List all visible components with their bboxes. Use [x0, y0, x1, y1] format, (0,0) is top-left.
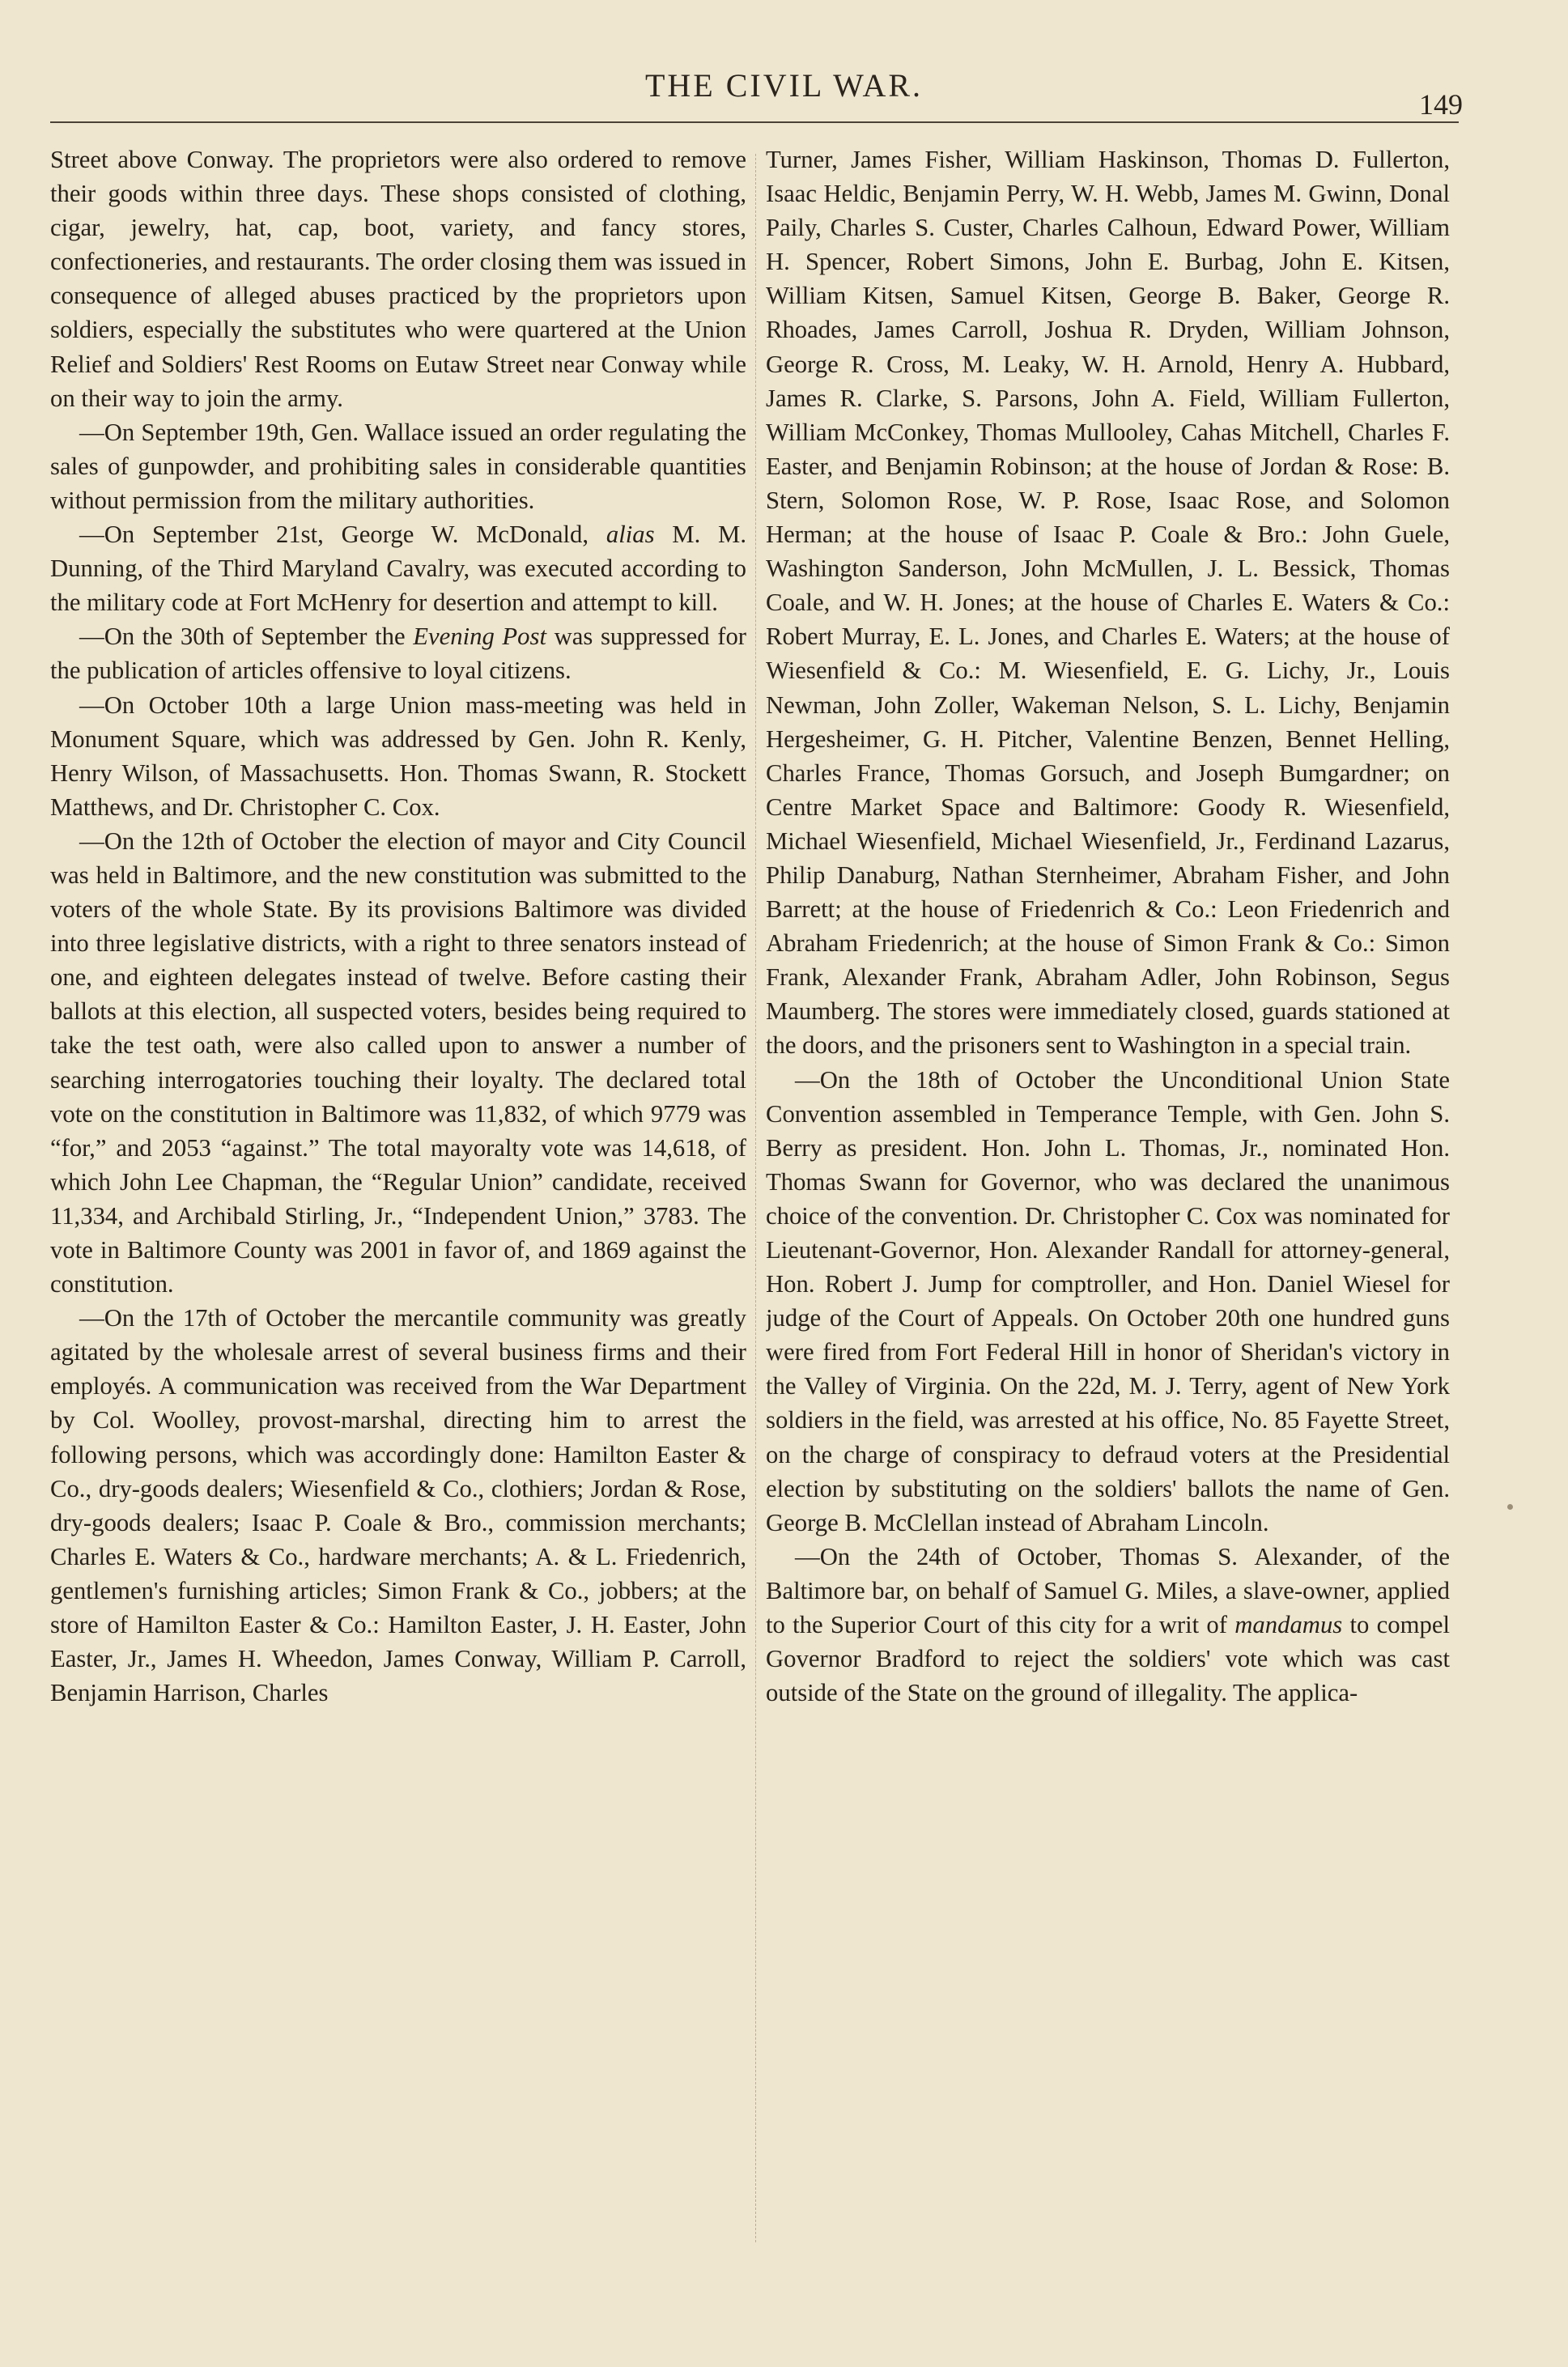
paragraph-mandamus: [766, 1540, 1450, 1710]
paragraph-execution: [50, 517, 746, 619]
paragraph-evening-post: [50, 619, 746, 687]
text-run: —On September 21st, George W. McDonald,: [79, 521, 606, 549]
text-run: —On the 24th of October, Thomas S. Alexander, of the Baltimore bar, on behalf of Samuel G. Miles, a slave-owner, applied to the Superior Court of this city for a writ of: [766, 1542, 1450, 1639]
paragraph-arrests: —On the 17th of October the mercantile community was greatly agitated by the wholesale arrest of several business firms and their employés. A communication was received from the War Department by Col. Woolley, provost-marshal, directing him to arrest the following persons, which was accordingly done: Hamilton Easter & Co., dry-goods dealers; Wiesenfield & Co., clothiers; Jordan & Rose, dry-goods dealers; Isaac P. Coale & Bro., commission merchants; Charles E. Waters & Co., hardware merchants; A. & L. Friedenrich, gentlemen's furnishing articles; Simon Frank & Co., jobbers; at the store of Hamilton Easter & Co.: Hamilton Easter, J. H. Easter, John Easter, Jr., James H. Wheedon, James Conway, William P. Carroll, Benjamin Harrison, Charles: [50, 1304, 746, 1707]
page-number: 149: [1419, 88, 1463, 121]
text-run: to compel Governor Bradford to reject the soldiers' vote which was cast outside of the State on the ground of illegality. The applica-: [766, 1611, 1450, 1707]
running-title: THE CIVIL WAR.: [644, 67, 924, 104]
text-run: M. M. Dunning, of the Third Maryland Cavalry, was executed according to the military code at Fort McHenry for desertion and attempt to kill.: [50, 521, 746, 617]
text-run: was suppressed for the publication of articles offensive to loyal citizens.: [50, 623, 746, 685]
column-gutter: [755, 154, 756, 2242]
paragraph-mass-meeting: —On October 10th a large Union mass-meeting was held in Monument Square, which was addressed by Gen. John R. Kenly, Henry Wilson, of Massachusetts. Hon. Thomas Swann, R. Stockett Matthews, and Dr. Christopher C. Cox.: [50, 691, 746, 821]
text-run: —On the 30th of September the: [79, 623, 414, 651]
paragraph-election: —On the 12th of October the election of mayor and City Council was held in Baltimore, and the new constitution was submitted to the voters of the whole State. By its provisions Baltimore was divided into three legislative districts, with a right to three senators instead of one, and eighteen delegates instead of twelve. Before casting their ballots at this election, all suspected voters, besides being required to take the test oath, were also called upon to answer a number of searching interrogatories touching their loyalty. The declared total vote on the constitution in Baltimore was 11,832, of which 9779 was “for,” and 2053 “against.” The total mayoralty vote was 14,618, of which John Lee Chapman, the “Regular Union” candidate, received 11,334, and Archibald Stirling, Jr., “Independent Union,” 3783. The vote in Baltimore County was 2001 in favor of, and 1869 against the constitution.: [50, 827, 746, 1298]
paragraph-convention: —On the 18th of October the Unconditional Union State Convention assembled in Temperance Temple, with Gen. John S. Berry as president. Hon. John L. Thomas, Jr., nominated Hon. Thomas Swann for Governor, who was declared the unanimous choice of the convention. Dr. Christopher C. Cox was nominated for Lieutenant-Governor, Hon. Alexander Randall for attorney-general, Hon. Robert J. Jump for comptroller, and Hon. Daniel Wiesel for judge of the Court of Appeals. On October 20th one hundred guns were fired from Fort Federal Hill in honor of Sheridan's victory in the Valley of Virginia. On the 22d, M. J. Terry, agent of New York soldiers in the field, was arrested at his office, No. 85 Fayette Street, on the charge of conspiracy to defraud voters at the Presidential election by substituting on the soldiers' ballots the name of Gen. George B. McClellan instead of Abraham Lincoln.: [766, 1065, 1450, 1536]
paragraph-street-shops: Street above Conway. The proprietors were also ordered to remove their goods within three days. These shops consisted of clothing, cigar, jewelry, hat, cap, boot, variety, and fancy stores, confectioneries, and restaurants. The order closing them was issued in consequence of alleged abuses practiced by the proprietors upon soldiers, especially the substitutes who were quartered at the Union Relief and Soldiers' Rest Rooms on Eutaw Street near Conway while on their way to join the army.: [50, 146, 746, 412]
paragraph-gunpowder-order: —On September 19th, Gen. Wallace issued an order regulating the sales of gunpowder, and prohibiting sales in considerable quantities without permission from the military authorities.: [50, 418, 746, 514]
left-column: [50, 142, 746, 2318]
italic-mandamus: mandamus: [1234, 1611, 1343, 1639]
right-column: [766, 142, 1450, 2318]
margin-dot: [1507, 1504, 1513, 1510]
italic-alias: alias: [606, 521, 655, 549]
paragraph-arrest-list: Turner, James Fisher, William Haskinson, Thomas D. Fullerton, Isaac Heldic, Benjamin Perry, W. H. Webb, James M. Gwinn, Donal Paily, Charles S. Custer, Charles Calhoun, Edward Power, William H. Spencer, Robert Simons, John E. Burbag, John E. Kitsen, William Kitsen, Samuel Kitsen, George B. Baker, George R. Rhoades, James Carroll, Joshua R. Dryden, William Johnson, George R. Cross, M. Leaky, W. H. Arnold, Henry A. Hubbard, James R. Clarke, S. Parsons, John A. Field, William Fullerton, William McConkey, Thomas Mullooley, Cahas Mitchell, Charles F. Easter, and Benjamin Robinson; at the house of Jordan & Rose: B. Stern, Solomon Rose, W. P. Rose, Isaac Rose, and Solomon Herman; at the house of Isaac P. Coale & Bro.: John Guele, Washington Sanderson, John McMullen, J. L. Bessick, Thomas Coale, and W. H. Jones; at the house of Charles E. Waters & Co.: Robert Murray, E. L. Jones, and Charles E. Waters; at the house of Wiesenfield & Co.: M. Wiesenfield, E. G. Lichy, Jr., Louis Newman, John Zoller, Wakeman Nelson, S. L. Lichy, Benjamin Hergesheimer, G. H. Pitcher, Valentine Benzen, Bennet Helling, Charles France, Thomas Gorsuch, and Joseph Bumgardner; on Centre Market Space and Baltimore: Goody R. Wiesenfield, Michael Wiesenfield, Michael Wiesenfield, Jr., Ferdinand Lazarus, Philip Danaburg, Nathan Sternheimer, Abraham Fisher, and John Barrett; at the house of Friedenrich & Co.: Leon Friedenrich and Abraham Friedenrich; at the house of Simon Frank & Co.: Simon Frank, Alexander Frank, Abraham Adler, John Robinson, Segus Maumberg. The stores were immediately closed, guards stationed at the doors, and the prisoners sent to Washington in a special train.: [766, 146, 1450, 1060]
italic-newspaper-title: Evening Post: [413, 623, 546, 651]
header-rule: [50, 121, 1459, 123]
